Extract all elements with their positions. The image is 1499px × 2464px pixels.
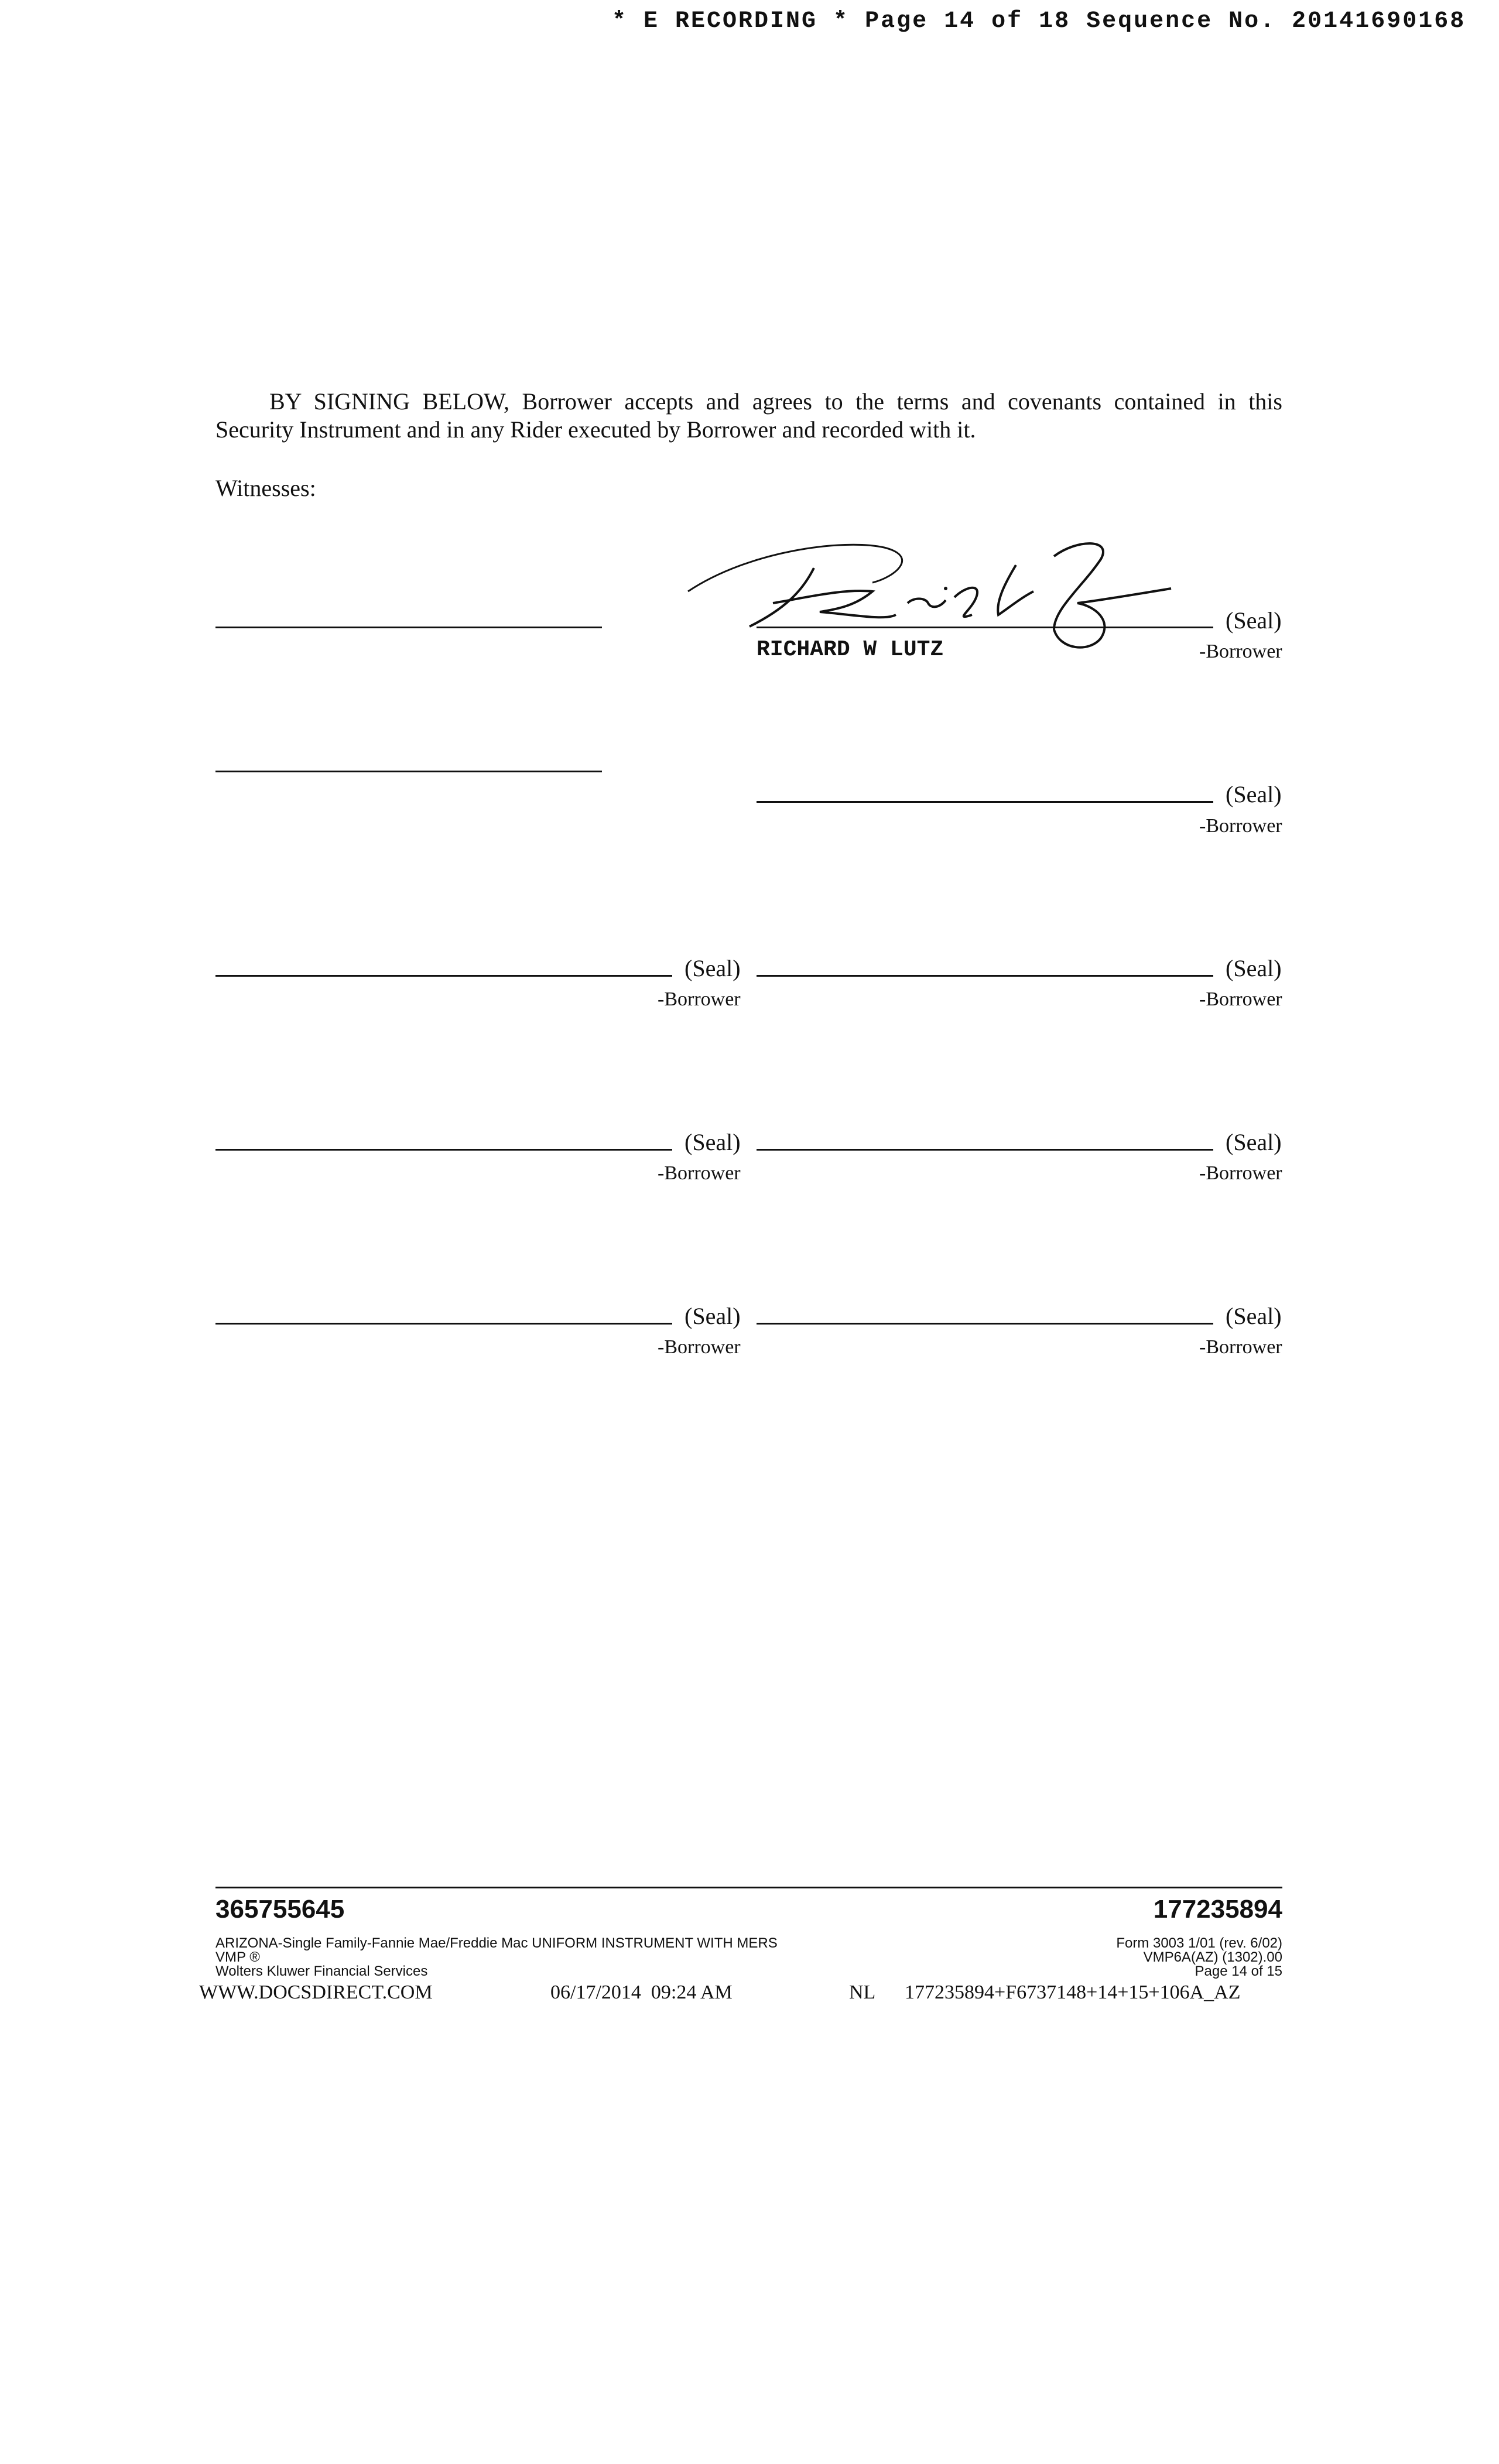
paragraph-line-1: BY SIGNING BELOW, Borrower accepts and agrees to the terms and covenants contained in this [269,388,1282,415]
seal-label: (Seal) [1226,1129,1282,1155]
borrower-label: -Borrower [1199,1336,1282,1358]
publisher: Wolters Kluwer Financial Services [215,1963,428,1979]
loan-number-right: 177235894 [1153,1895,1282,1924]
borrower-label: -Borrower [1199,988,1282,1010]
witness-line-2 [215,771,602,772]
borrower-signature-line-8 [757,1323,1213,1325]
form-code: VMP6A(AZ) (1302).00 [1143,1949,1282,1965]
paragraph-line-2: Security Instrument and in any Rider executed by Borrower and recorded with it. [215,416,976,443]
seal-label: (Seal) [1226,955,1282,981]
borrower-signature-line-7 [215,1323,672,1325]
borrower-signature-line-5 [215,1149,672,1151]
borrower-signature-line-1 [757,627,1213,628]
borrower-label: -Borrower [658,1336,741,1358]
signer-name: RICHARD W LUTZ [757,637,944,662]
recording-header: * E RECORDING * Page 14 of 18 Sequence No. 20141690168 [612,8,1466,35]
borrower-label: -Borrower [1199,641,1282,662]
loan-number-left: 365755645 [215,1895,345,1924]
seal-label: (Seal) [685,955,741,981]
signing-paragraph [215,388,1282,444]
vmp-mark: VMP ® [215,1949,260,1965]
seal-label: (Seal) [1226,1303,1282,1329]
seal-label: (Seal) [685,1129,741,1155]
website: WWW.DOCSDIRECT.COM [199,1982,433,2003]
form-number: Form 3003 1/01 (rev. 6/02) [1116,1935,1282,1951]
borrower-signature-line-2 [757,801,1213,803]
borrower-label: -Borrower [1199,1162,1282,1184]
borrower-label: -Borrower [1199,815,1282,837]
page-number: Page 14 of 15 [1195,1963,1282,1979]
form-description: ARIZONA-Single Family-Fannie Mae/Freddie Mac UNIFORM INSTRUMENT WITH MERS [215,1935,778,1951]
seal-label: (Seal) [1226,607,1282,634]
borrower-label: -Borrower [658,1162,741,1184]
initials: NL [849,1982,876,2003]
witnesses-label: Witnesses: [215,475,316,501]
seal-label: (Seal) [1226,781,1282,807]
borrower-signature-line-3 [215,975,672,977]
borrower-label: -Borrower [658,988,741,1010]
document-code: 177235894+F6737148+14+15+106A_AZ [905,1982,1241,2003]
footer-divider [215,1887,1282,1888]
witness-line-1 [215,627,602,628]
print-datetime: 06/17/2014 09:24 AM [550,1982,733,2003]
borrower-signature-line-6 [757,1149,1213,1151]
seal-label: (Seal) [685,1303,741,1329]
borrower-signature-line-4 [757,975,1213,977]
